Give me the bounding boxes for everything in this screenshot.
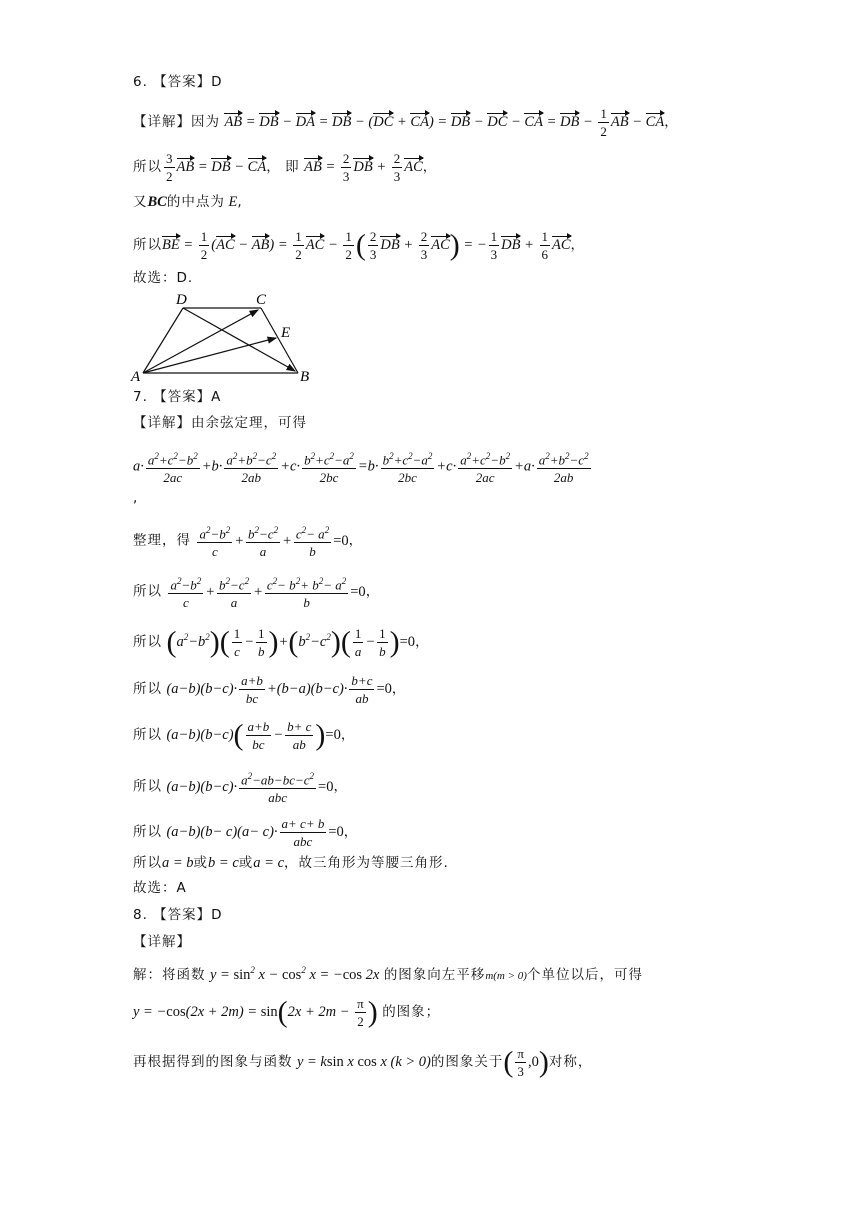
q7-line-2: 所以 $\frac{a^2-b^2}{c}$ + $\frac{b^2-c^2}{a}$ + $\frac{c^2- b^2+ b^2- a^2}{b}$ =0， [133, 573, 380, 611]
q7-line-4: 所以 (a−b)(b−c)· $\frac{a+b}{bc}$ +(b−a)(b−c)· $\frac{b+c}{ab}$ =0， [133, 673, 407, 706]
q7-suoyi-6: 所以 [133, 823, 162, 840]
q8-again-prefix: 再根据得到的图象与函数 [133, 1053, 293, 1070]
q6-you: 又 [133, 194, 148, 210]
label-b: B [300, 369, 310, 385]
q7-or-1: 或 [193, 855, 209, 871]
q8-sol-mid: 的图象向左平移 [383, 966, 486, 983]
q6-detail-prefix: 因为 [191, 113, 220, 130]
q7-comma: , [133, 490, 139, 506]
q7-zhengli: 整理，得 [133, 532, 191, 549]
q7-choice: 故选：A [133, 880, 187, 896]
q8-again-mid: 的图象关于 [430, 1053, 504, 1070]
q7-conclusion-tail: ，故三角形为等腰三角形. [284, 855, 449, 871]
q7-line-6: 所以 (a−b)(b−c)· $\frac{a^2-ab-bc-c^2}{\text{abc}}$ =0， [133, 768, 348, 806]
label-c: C [256, 292, 267, 308]
q8-graph-of: 的图象； [382, 1003, 441, 1020]
q6-choice: 故选：D. [133, 270, 194, 286]
label-d: D [176, 292, 187, 308]
q7-line-7: 所以 (a−b)(b− c)(a− c)· $\frac{a+ c+ b}{\text{abc}}$ =0， [133, 816, 359, 849]
q6-ji: 即 [285, 158, 300, 175]
q6-detail-line4: 所以BE = $\frac{1}{2}$ (AC − AB) = $\frac{1}{2}$ AC − $\frac{1}{2}$ ( $\frac{2}{3}$ DB + $\frac{2}{3}$ AC) = − $\frac{1}{3}$ DB + $\frac{1}{6}$ AC， [133, 228, 586, 262]
q8-detail: 【详解】 [133, 934, 191, 950]
label-e: E [281, 325, 291, 341]
q8-answer: 8. 【答案】D [133, 907, 223, 923]
q7-suoyi-3: 所以 [133, 680, 162, 697]
vector-ae [143, 338, 276, 373]
label-a: A [131, 369, 141, 385]
q7-answer: 7. 【答案】A [133, 389, 222, 405]
q7-or-2: 或 [238, 855, 254, 871]
q6-detail-line1: 【详解】因为 AB = DB − DA = DB − (DC + CA) = DB − DC − CA = DB − $\frac{1}{2}$ AB − CA， [133, 106, 679, 139]
q8-line-2: y = −cos(2x + 2m) = sin(2x + 2m − $\frac{\pi}{2}$ ) 的图象； [133, 995, 441, 1029]
q7-line-3: 所以 $(a^2-b^2)$( $\frac{1}{c}$ − $\frac{1}{b}$ )$+(b^2-c^2)$( $\frac{1}{a}$ − $\frac{1}{b}$ )=0， [133, 625, 430, 659]
q7-suoyi-4: 所以 [133, 726, 162, 743]
q8-sol-tail: 个单位以后，可得 [526, 966, 643, 983]
q8-sol-prefix: 解：将函数 [133, 966, 206, 983]
q8-line-1: 解：将函数 $y = \sin^2 x - \cos^2 x = -\cos$ 2x 的图象向左平移m(m > 0)个单位以后，可得 [133, 965, 643, 983]
vector-ac [143, 310, 258, 373]
q6-detail-line3: 又BC的中点为 E, [133, 194, 243, 210]
q6-detail-line2: 所以 $\frac{3}{2}$ AB = DB − CA， 即 AB = $\frac{2}{3}$ DB + $\frac{2}{3}$ AC， [133, 151, 438, 184]
q7-suoyi-1: 所以 [133, 583, 162, 600]
q8-line-3: 再根据得到的图象与函数 y = ksin x cos x (k > 0)的图象关于( $\frac{\pi}{3}$ ,0)对称， [133, 1045, 593, 1079]
q6-eq3: AB = $\frac{2}{3}$ DB + $\frac{2}{3}$ AC [304, 151, 423, 184]
q7-detail: 【详解】由余弦定理，可得 [133, 415, 307, 431]
q6-eq4: BE = $\frac{1}{2}$ (AC − AB) = $\frac{1}{2}$ AC − $\frac{1}{2}$ ( $\frac{2}{3}$ DB + $\frac{2}{3}$ AC) = − $\frac{1}{3}$ DB + $\frac{1}{6}$ AC [162, 228, 571, 262]
q6-suoyi-2: 所以 [133, 236, 162, 253]
q6-midpoint: 的中点为 [166, 194, 225, 210]
q6-vector-equation: AB = DB − DA = DB − (DC + CA) = DB − DC − CA = DB − $\frac{1}{2}$ AB − CA [224, 106, 665, 139]
q6-answer: 6. 【答案】D [133, 74, 223, 90]
trapezoid-diagram [128, 290, 328, 385]
q6-detail-label: 【详解】 [133, 113, 191, 130]
q6-suoyi: 所以 [133, 158, 162, 175]
q7-line-5: 所以 (a−b)(b−c)( $\frac{a+b}{bc}$ − $\frac{b+ c}{ab}$ )=0， [133, 718, 356, 752]
q7-conclusion: 所以a = b或b = c或a = c，故三角形为等腰三角形. [133, 855, 449, 871]
q7-law-of-cosines-eq: a· $\frac{a^2+c^2-b^2}{2ac}$ +b· $\frac{a^2+b^2-c^2}{2ab}$ +c· $\frac{b^2+c^2-a^2}{2bc}$ =b· $\frac{b^2+c^2-a^2}{2bc}$ +c· $\frac{a^2+c^2-b^2}{2ac}$ +a· $\frac{a^2+b^2-c^2}{2ab}$ [133, 448, 593, 486]
q7-suoyi-2: 所以 [133, 633, 162, 650]
edge-ad [143, 308, 183, 373]
q7-suoyi-5: 所以 [133, 778, 162, 795]
q7-line-zhengli: 整理，得 $\frac{a^2-b^2}{c}$ + $\frac{b^2-c^2}{a}$ + $\frac{c^2- a^2}{b}$ =0， [133, 522, 363, 560]
q6-eq2: $\frac{3}{2}$ AB = DB − CA [166, 151, 267, 184]
q8-again-tail: 对称， [548, 1053, 593, 1070]
vector-db [183, 308, 295, 371]
q7-suoyi-7: 所以 [133, 855, 162, 871]
